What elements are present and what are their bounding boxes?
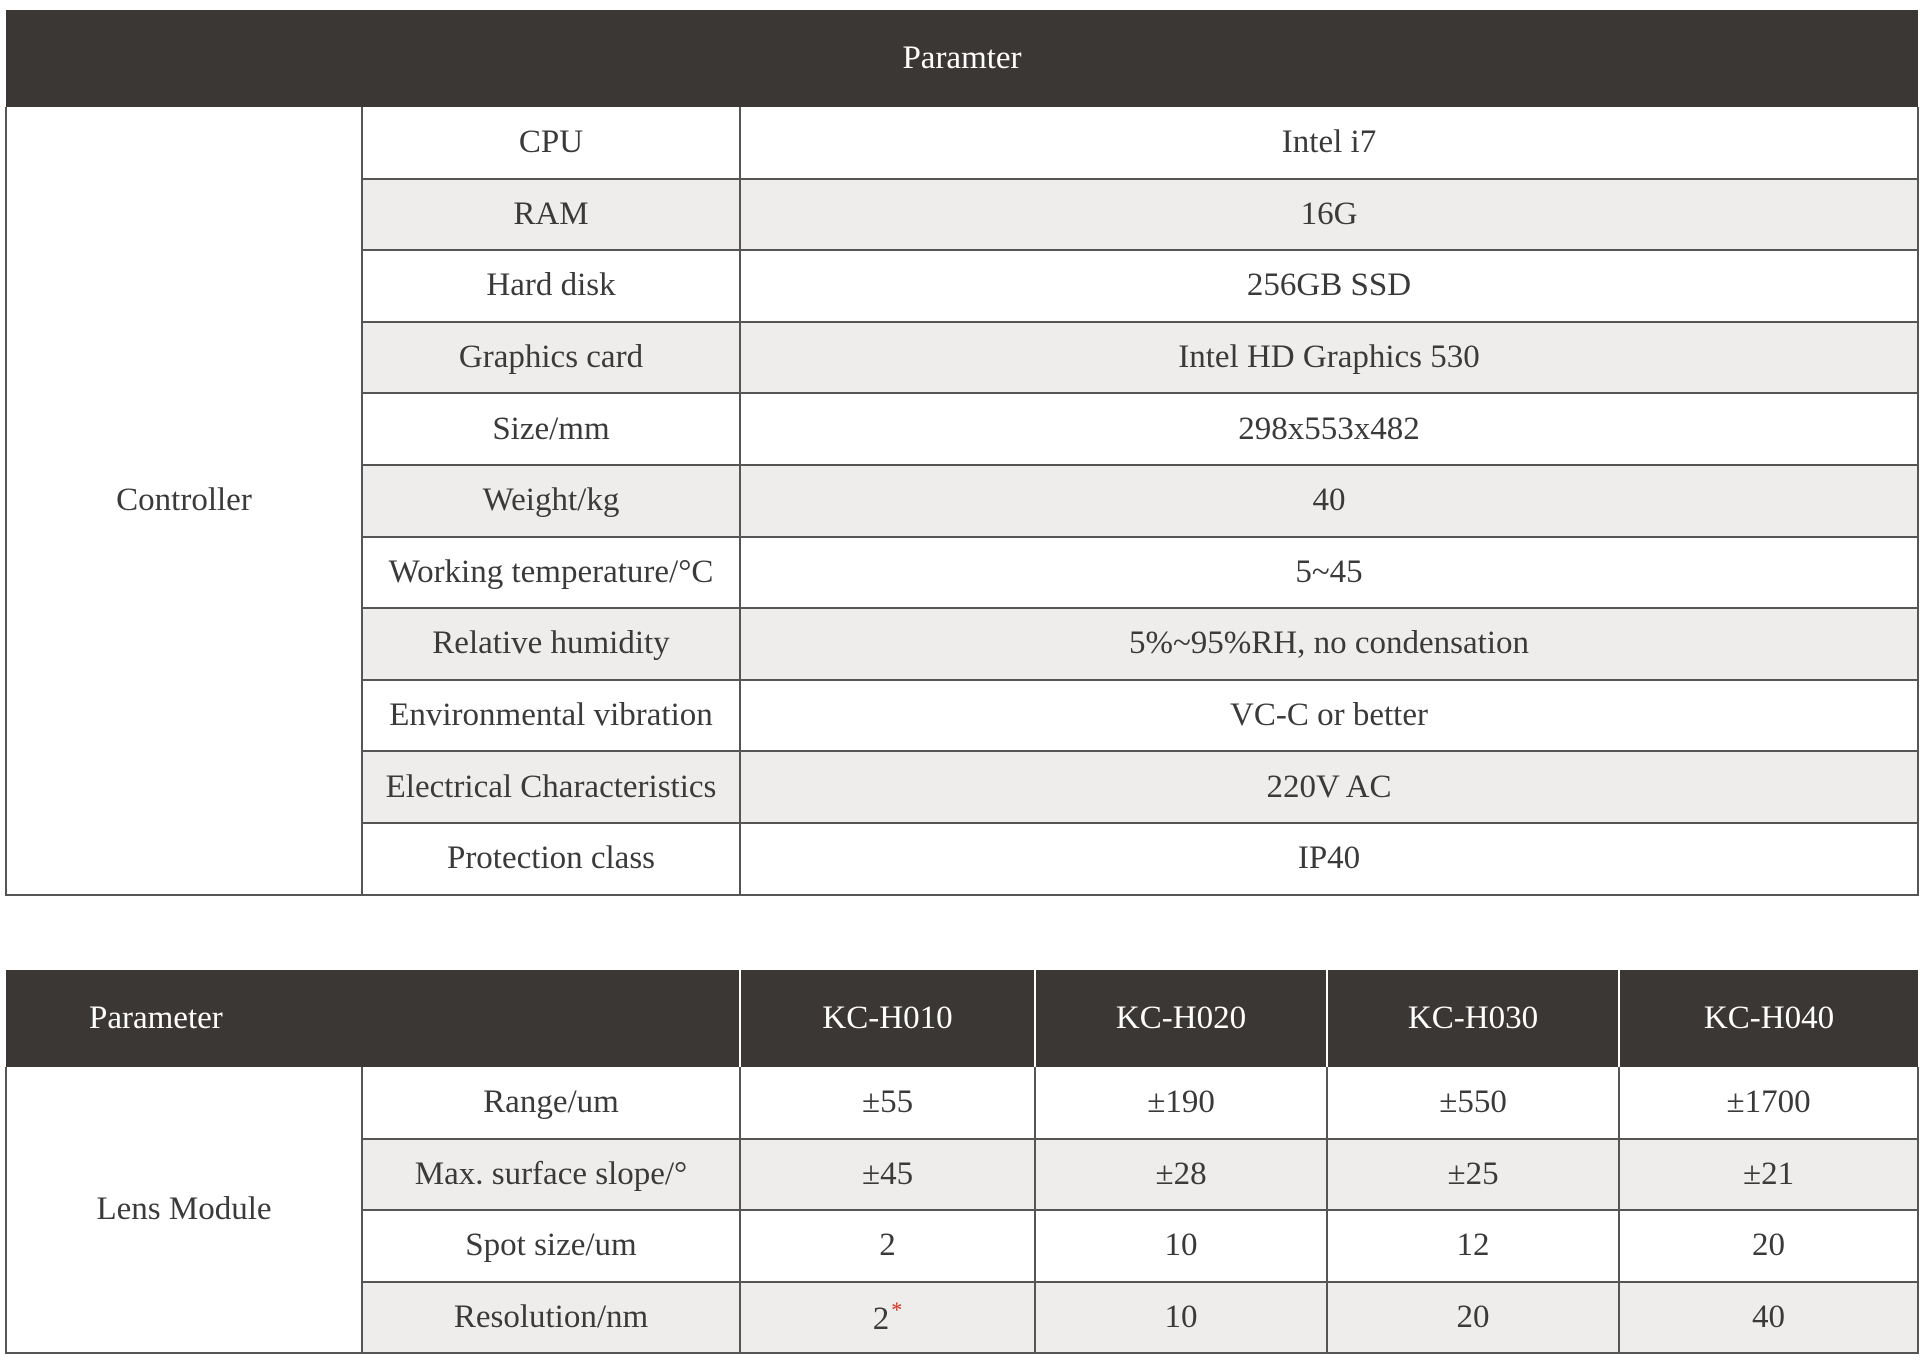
row-value: VC-C or better (740, 680, 1918, 752)
table-row (6, 107, 1918, 179)
cell-value: ±25 (1327, 1139, 1619, 1211)
row-label: Graphics card (362, 322, 740, 394)
row-label: Max. surface slope/° (362, 1139, 740, 1211)
row-label: CPU (362, 107, 740, 179)
cell-value: ±190 (1035, 1067, 1327, 1139)
row-value: IP40 (740, 823, 1918, 895)
cell-value: 20 (1619, 1210, 1918, 1282)
table-row (6, 1067, 1918, 1139)
model-header: KC-H040 (1619, 970, 1918, 1067)
cell-value-with-footnote (740, 1282, 1035, 1354)
row-value: 40 (740, 465, 1918, 537)
model-header: KC-H020 (1035, 970, 1327, 1067)
row-value: 298x553x482 (740, 393, 1918, 465)
controller-spec-table (5, 10, 1919, 896)
cell-value: 20 (1327, 1282, 1619, 1354)
cell-value: ±28 (1035, 1139, 1327, 1211)
cell-value: 40 (1619, 1282, 1918, 1354)
cell-value: 2 (872, 1300, 890, 1337)
row-label: Environmental vibration (362, 680, 740, 752)
cell-value: ±21 (1619, 1139, 1918, 1211)
row-value: 5%~95%RH, no condensation (740, 608, 1918, 680)
row-label: Weight/kg (362, 465, 740, 537)
row-value: Intel i7 (740, 107, 1918, 179)
controller-header-title: Paramter (902, 40, 1022, 76)
controller-table-header (6, 10, 1918, 107)
lens-table-header (6, 970, 1918, 1067)
row-value: 16G (740, 179, 1918, 251)
controller-group-label: Controller (6, 107, 362, 895)
row-value: 220V AC (740, 751, 1918, 823)
cell-value: ±550 (1327, 1067, 1619, 1139)
row-value: 5~45 (740, 537, 1918, 609)
row-value: 256GB SSD (740, 250, 1918, 322)
asterisk-mark: * (891, 1296, 903, 1322)
parameter-header: Parameter (89, 1000, 223, 1036)
cell-value: 10 (1035, 1210, 1327, 1282)
row-label: Spot size/um (362, 1210, 740, 1282)
cell-value: 2 (740, 1210, 1035, 1282)
row-label: Range/um (362, 1067, 740, 1139)
row-label: Resolution/nm (362, 1282, 740, 1354)
row-label: Working temperature/°C (362, 537, 740, 609)
model-header: KC-H030 (1327, 970, 1619, 1067)
cell-value: ±55 (740, 1067, 1035, 1139)
cell-value: 12 (1327, 1210, 1619, 1282)
row-label: Relative humidity (362, 608, 740, 680)
lens-group-label: Lens Module (6, 1067, 362, 1353)
row-label: Size/mm (362, 393, 740, 465)
row-label: RAM (362, 179, 740, 251)
model-header: KC-H010 (740, 970, 1035, 1067)
row-label: Electrical Characteristics (362, 751, 740, 823)
row-value: Intel HD Graphics 530 (740, 322, 1918, 394)
lens-module-spec-table (5, 970, 1919, 1354)
cell-value: ±45 (740, 1139, 1035, 1211)
cell-value: ±1700 (1619, 1067, 1918, 1139)
cell-value: 10 (1035, 1282, 1327, 1354)
row-label: Hard disk (362, 250, 740, 322)
row-label: Protection class (362, 823, 740, 895)
